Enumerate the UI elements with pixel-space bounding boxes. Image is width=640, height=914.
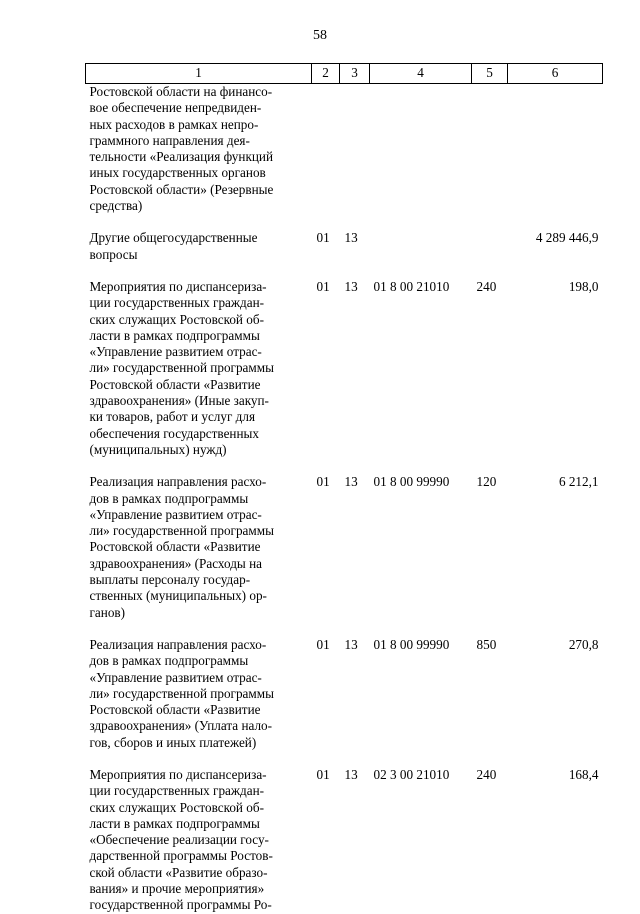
header-col-target: 4	[370, 64, 472, 84]
row-target-article: 01 8 00 99990	[373, 474, 450, 490]
row-section: 01	[316, 278, 330, 294]
header-col-amount: 6	[508, 64, 603, 84]
row-subsection: 13	[344, 278, 358, 294]
row-name-line: ласти в рамках подпрограммы	[89, 327, 260, 343]
row-name-line: ки товаров, работ и услуг для	[89, 409, 256, 425]
row-expense-type: 120	[476, 474, 497, 490]
row-section: 01	[316, 766, 330, 782]
row-name-line: ли» государственной программы	[89, 685, 274, 701]
row-name-line: Ростовской области «Развитие	[89, 702, 261, 718]
row-name-line: дарственной программы Ростов-	[89, 848, 273, 864]
row-name-line: ли» государственной программы	[89, 360, 274, 376]
row-name-line: здравоохранения» (Уплата нало-	[89, 718, 273, 734]
row-name-line: Ростовской области на финансо-	[89, 84, 273, 99]
row-subsection: 13	[344, 474, 358, 490]
row-target-article: 01 8 00 21010	[373, 278, 450, 294]
row-expense-type	[472, 230, 508, 279]
row-name	[86, 767, 312, 914]
row-amount: 4 289 446,9	[535, 230, 599, 246]
row-target-article	[370, 84, 472, 231]
row-name-line: (муниципальных) нужд)	[89, 441, 227, 457]
row-amount: 168,4	[568, 766, 599, 782]
row-section: 01	[316, 636, 330, 652]
row-expense-type: 240	[476, 278, 497, 294]
row-name-line: ственных (муниципальных) ор-	[89, 588, 267, 604]
row-section: 01	[316, 230, 330, 246]
page-number: 58	[313, 28, 327, 43]
row-name-line: ских служащих Ростовской об-	[89, 311, 264, 327]
row-expense-type: 850	[476, 636, 497, 652]
row-name-line: ганов)	[89, 604, 126, 620]
header-col-section: 2	[312, 64, 340, 84]
row-name-line: ских служащих Ростовской об-	[89, 799, 264, 815]
row-name-line: обеспечения государственных	[89, 425, 259, 441]
row-name-line: «Управление развитием отрас-	[89, 669, 262, 685]
row-name-line: средства)	[89, 198, 143, 214]
header-col-name: 1	[86, 64, 312, 84]
row-name-line: ласти в рамках подпрограммы	[89, 815, 260, 831]
row-name-line: здравоохранения» (Расходы на	[89, 555, 262, 571]
row-subsection: 13	[344, 766, 358, 782]
row-name-line: тельности «Реализация функций	[89, 149, 274, 165]
table-row	[86, 474, 603, 637]
row-target-article	[370, 230, 472, 279]
row-target-article: 02 3 00 21010	[373, 766, 450, 782]
header-col-subsection: 3	[340, 64, 370, 84]
row-name-line: «Обеспечение реализации госу-	[89, 832, 269, 848]
row-amount: 198,0	[568, 278, 599, 294]
row-name-line: гов, сборов и иных платежей)	[89, 734, 257, 750]
row-name-line: Реализация направления расхо-	[89, 474, 267, 490]
row-expense-type: 240	[476, 766, 497, 782]
row-amount	[508, 84, 603, 231]
row-name-line: государственной программы Ро-	[89, 897, 272, 913]
row-name-line: дов в рамках подпрограммы	[89, 490, 249, 506]
row-target-article: 01 8 00 99990	[373, 636, 450, 652]
table-row	[86, 84, 603, 231]
row-name-line: «Управление развитием отрас-	[89, 344, 262, 360]
row-name-line: ской области «Развитие образо-	[89, 864, 268, 880]
row-name-line: ции государственных граждан-	[89, 783, 265, 799]
row-subsection	[340, 84, 370, 231]
row-name-line: иных государственных органов	[89, 165, 266, 181]
row-section: 01	[316, 474, 330, 490]
row-name-line: Мероприятия по диспансеризa-	[89, 766, 267, 782]
row-name	[86, 279, 312, 474]
row-name	[86, 84, 312, 231]
row-name-line: дов в рамках подпрограммы	[89, 653, 249, 669]
budget-table	[85, 63, 603, 914]
row-name-line: Ростовской области «Развитие	[89, 539, 261, 555]
row-name-line: ли» государственной программы	[89, 523, 274, 539]
row-name-line: Реализация направления расхо-	[89, 636, 267, 652]
table-row	[86, 767, 603, 914]
row-subsection: 13	[344, 230, 358, 246]
row-name-line: вопросы	[89, 246, 138, 262]
row-name-line: Ростовской области» (Резервные	[89, 181, 274, 197]
row-name-line: вания» и прочие мероприятия»	[89, 881, 265, 897]
row-name-line: Другие общегосударственные	[89, 230, 258, 246]
row-name-line: «Управление развитием отрас-	[89, 506, 262, 522]
table-body	[86, 84, 603, 914]
row-name-line: вое обеспечение непредвиден-	[89, 100, 262, 116]
row-name	[86, 474, 312, 637]
row-expense-type	[472, 84, 508, 231]
table-row	[86, 637, 603, 767]
table-row	[86, 230, 603, 279]
row-name-line: Ростовской области «Развитие	[89, 376, 261, 392]
header-col-type: 5	[472, 64, 508, 84]
row-name-line: ных расходов в рамках непро-	[89, 116, 259, 132]
row-name-line: здравоохранения» (Иные закуп-	[89, 393, 269, 409]
table-row	[86, 279, 603, 474]
row-name-line: ции государственных граждан-	[89, 295, 265, 311]
row-name	[86, 230, 312, 279]
row-name-line: Мероприятия по диспансеризa-	[89, 278, 267, 294]
row-name-line: выплаты персоналу государ-	[89, 572, 251, 588]
row-subsection: 13	[344, 636, 358, 652]
row-name	[86, 637, 312, 767]
row-section	[312, 84, 340, 231]
row-amount: 6 212,1	[558, 474, 599, 490]
row-amount: 270,8	[568, 636, 599, 652]
row-name-line: граммного направления дея-	[89, 132, 250, 148]
table-header	[86, 64, 603, 84]
